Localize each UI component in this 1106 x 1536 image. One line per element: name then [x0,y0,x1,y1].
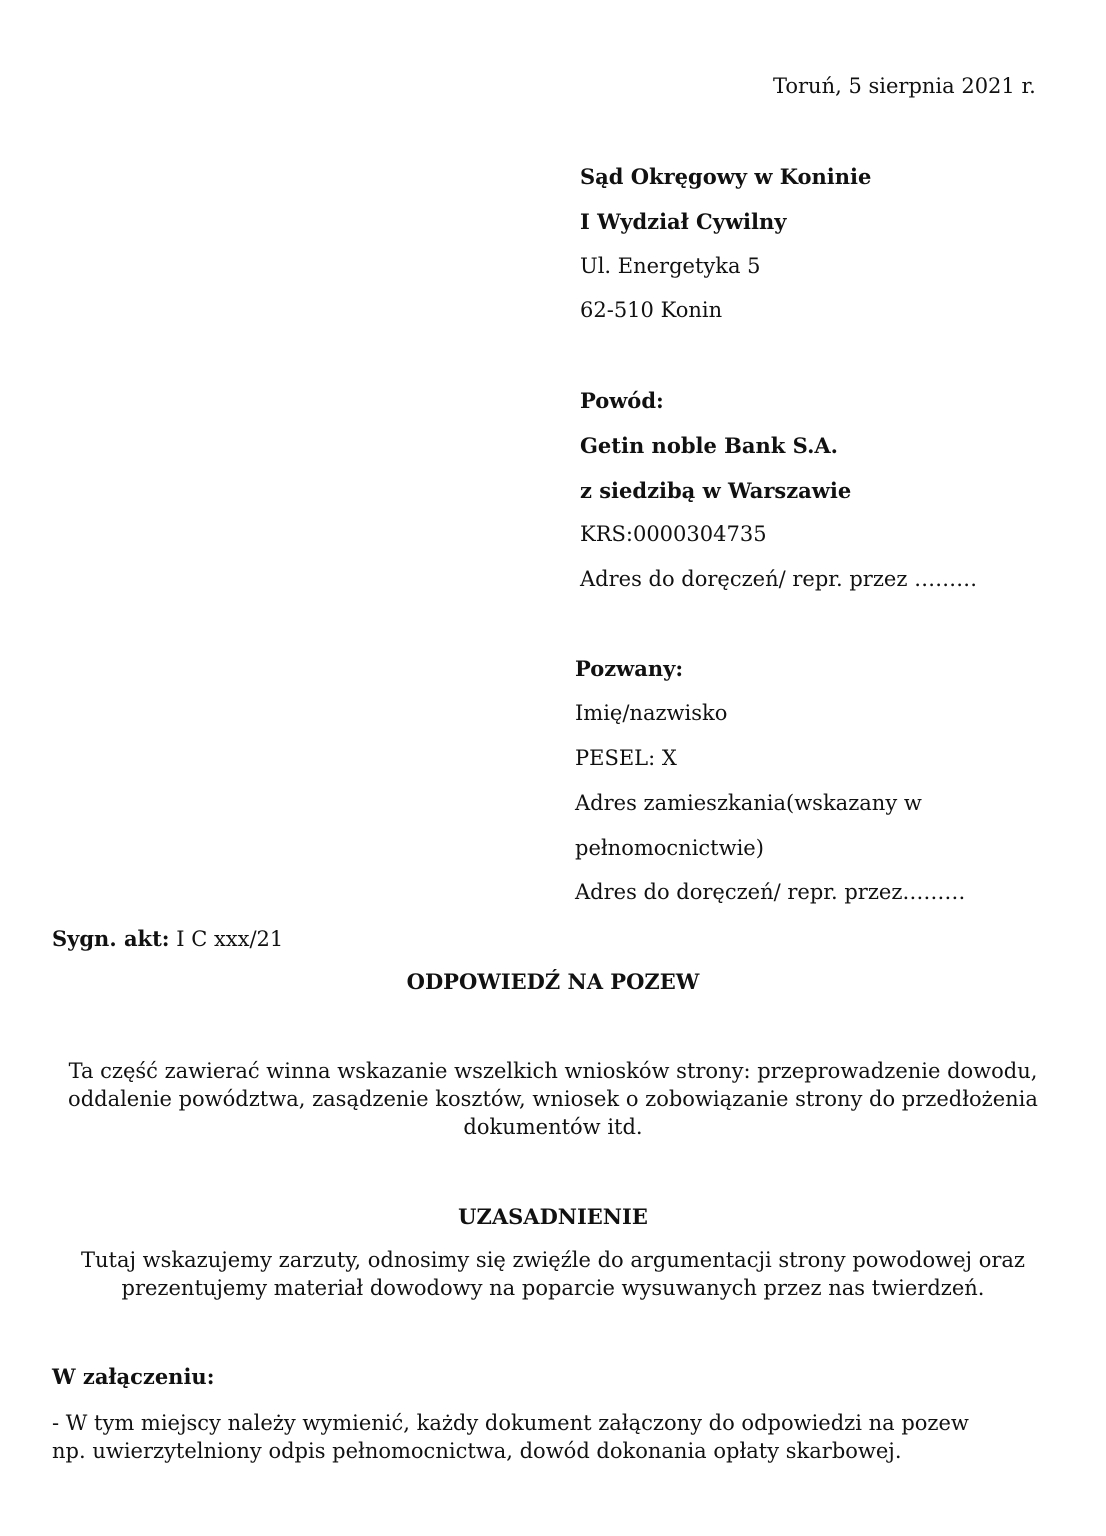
defendant-label: Pozwany: [575,656,684,681]
document-title: ODPOWIEDŹ NA POZEW [406,969,700,994]
plaintiff-label: Powód: [580,388,664,413]
court-street: Ul. Energetyka 5 [580,254,761,278]
defendant-residence-line2: pełnomocnictwie) [575,836,764,860]
defendant-pesel: PESEL: X [575,746,677,770]
plaintiff-krs: KRS:0000304735 [580,522,767,546]
plaintiff-seat: z siedzibą w Warszawie [580,478,852,503]
court-name: Sąd Okręgowy w Koninie [580,164,872,189]
justification-heading: UZASADNIENIE [458,1204,648,1229]
defendant-residence-line1: Adres zamieszkania(wskazany w [575,791,922,815]
case-reference [52,928,283,950]
court-division: I Wydział Cywilny [580,209,787,234]
case-reference-label: Sygn. akt: [52,926,170,951]
document-date: Toruń, 5 sierpnia 2021 r. [773,74,1036,98]
plaintiff-service-address: Adres do doręczeń/ repr. przez ……… [580,567,978,591]
justification-paragraph: Tutaj wskazujemy zarzuty, odnosimy się zwięźle do argumentacji strony powodowej oraz prezentujemy materiał dowodowy na poparcie wysuwanych przez nas twierdzeń. [81,1248,1025,1300]
defendant-name: Imię/nazwisko [575,701,728,725]
attachments-heading: W załączeniu: [52,1364,215,1389]
attachments-paragraph: - W tym miejscy należy wymienić, każdy dokument załączony do odpowiedzi na pozew np. uwierzytelniony odpis pełnomocnictwa, dowód dokonania opłaty skarbowej. [52,1411,969,1463]
plaintiff-name: Getin noble Bank S.A. [580,433,838,458]
requests-paragraph: Ta część zawierać winna wskazanie wszelkich wniosków strony: przeprowadzenie dowodu, oddalenie powództwa, zasądzenie kosztów, wniosek o zobowiązanie strony do przedłożenia dokumentów itd. [68,1059,1038,1139]
court-city: 62-510 Konin [580,298,723,322]
case-reference-value: I C xxx/21 [169,927,284,951]
defendant-service-address: Adres do doręczeń/ repr. przez……… [575,880,966,904]
